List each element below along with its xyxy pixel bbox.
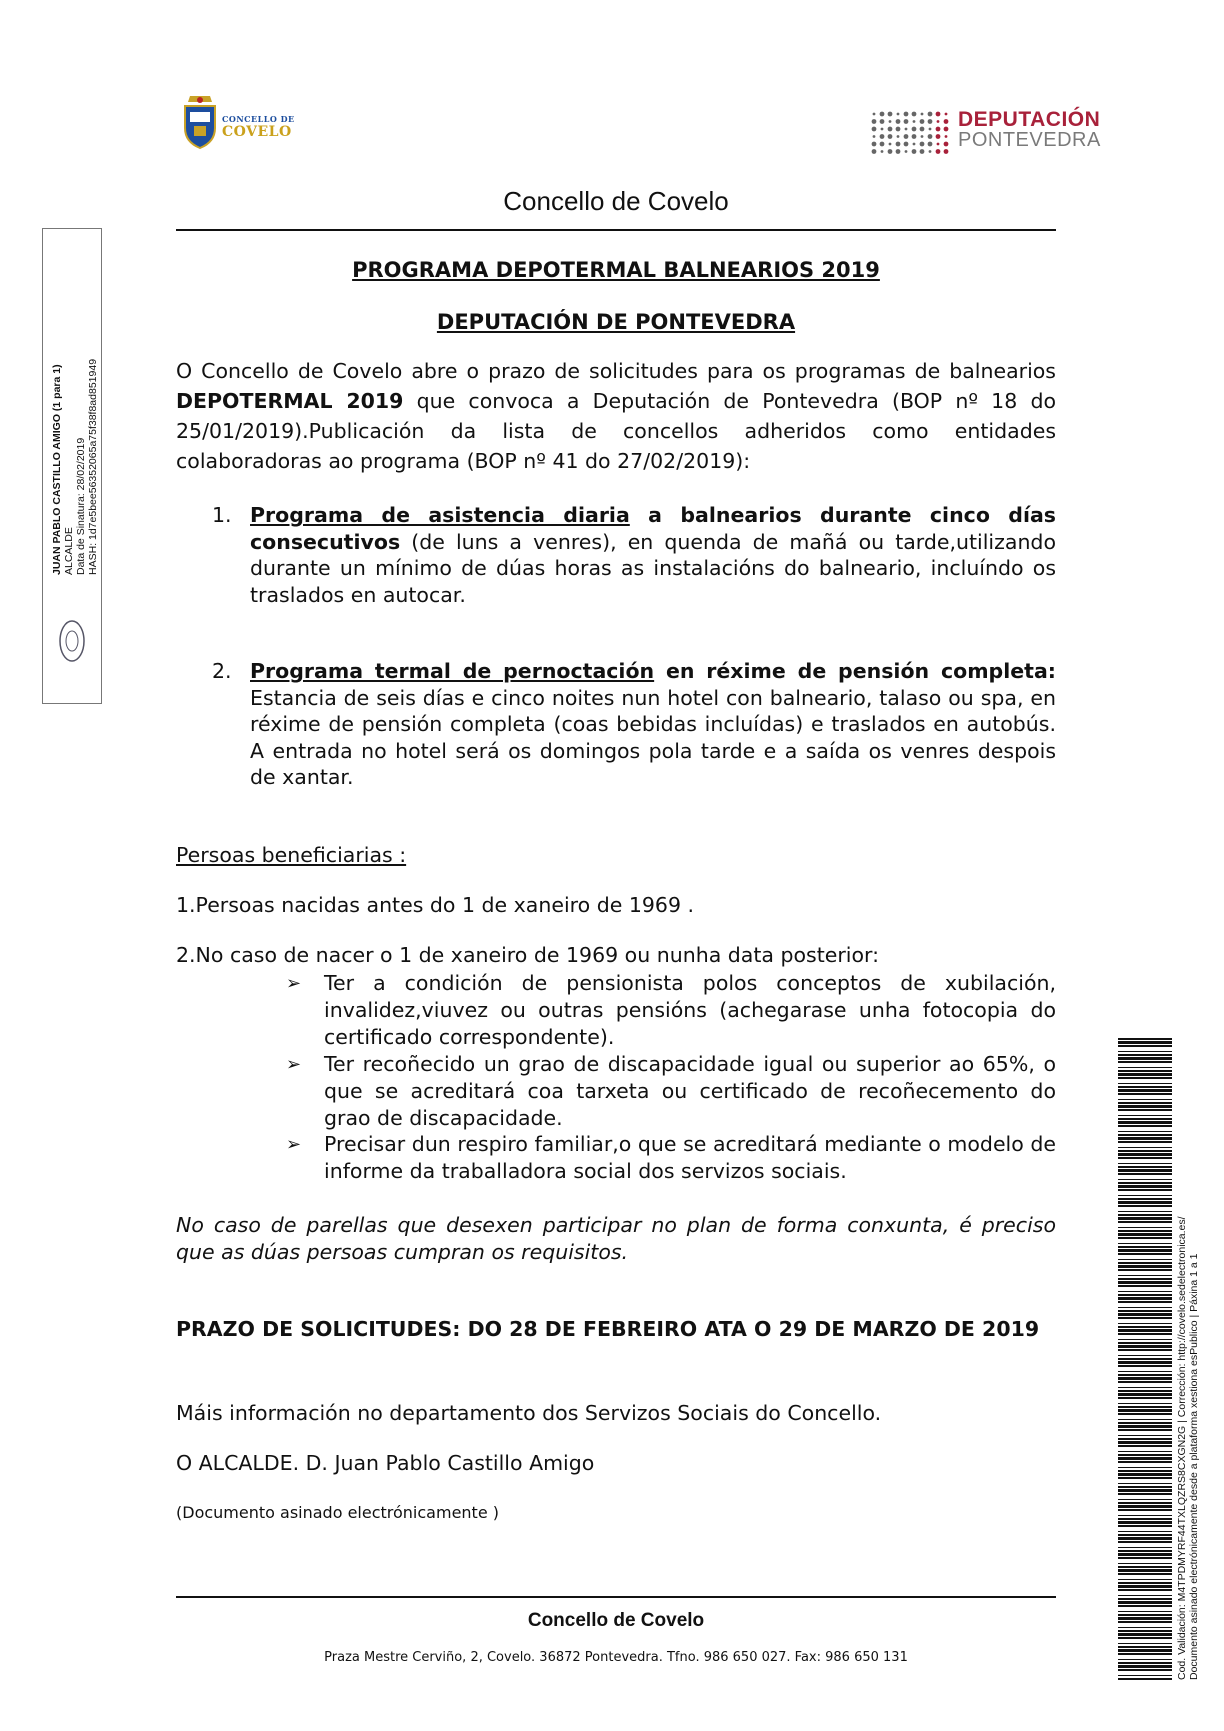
- intro-text-rest: que convoca a Deputación de Pontevedra (BOP nº 18 do 25/01/2019).Publicación da lista de concellos adheridos como entidades colaboradoras ao programa (BOP nº 41 do 27/02/2019):: [176, 389, 1056, 473]
- couples-note: No caso de parellas que desexen participar no plan de forma conxunta, é preciso que as dúas persoas cumpran os requisitos.: [176, 1213, 1056, 1264]
- beneficiaries-item-2: 2.No caso de nacer o 1 de xaneiro de 1969 ou nunha data posterior:: [176, 943, 879, 967]
- signature-stamp: [42, 228, 102, 704]
- program-number: 1.: [212, 503, 232, 527]
- coat-of-arms-icon: [182, 94, 218, 150]
- header-divider: [176, 229, 1056, 231]
- program-description: Estancia de seis días e cinco noites nun hotel con balneario, talaso ou spa, en réxime de pensión completa (coas bebidas incluídas) e traslados en autobús. A entrada no hotel será os domingos pola tarde e a saída os venres despois de xantar.: [250, 685, 1056, 789]
- requirement-bullet-1: [286, 970, 1056, 1051]
- deputacion-pontevedra-logo: [870, 110, 1120, 156]
- program-item-2: [212, 658, 1056, 791]
- arrow-bullet-icon: ➢: [286, 1134, 302, 1155]
- arrow-bullet-icon: ➢: [286, 1054, 302, 1075]
- stamp-signer-role: ALCALDE: [63, 527, 75, 575]
- deadline-text: PRAZO DE SOLICITUDES: DO 28 DE FEBREIRO ATA O 29 DE MARZO DE 2019: [176, 1317, 1040, 1341]
- program-item-1: [212, 502, 1056, 608]
- validation-platform-line: Documento asinado electrónicamente desde a plataforma xestiona esPublico | Páxina 1 a 1: [1188, 1253, 1200, 1680]
- validation-barcode: [1118, 1038, 1172, 1680]
- beneficiaries-title: Persoas beneficiarias :: [176, 843, 407, 867]
- program-title: Programa de asistencia diaria: [250, 503, 630, 527]
- stamp-hash: HASH: 1d7e5bee56352065a75f38f8ad851949: [87, 358, 99, 575]
- logo-text-concello: CONCELLO DE: [222, 114, 295, 124]
- more-info-text: Máis información no departamento dos Servizos Sociais do Concello.: [176, 1401, 882, 1425]
- dot-grid-icon: [870, 110, 954, 156]
- intro-program-name: DEPOTERMAL 2019: [176, 389, 404, 413]
- requirement-bullet-3: [286, 1131, 1056, 1185]
- program-title: Programa termal de pernoctación: [250, 659, 655, 683]
- arrow-bullet-icon: ➢: [286, 973, 302, 994]
- beneficiaries-item-1: 1.Persoas nacidas antes do 1 de xaneiro de 1969 .: [176, 893, 695, 917]
- validation-code-line: Cod. Validación: M4TPDMYRF44TXLQZRS8CXGN2G | Corrección: http://covelo.sedelectronica.es/: [1176, 1216, 1188, 1680]
- program-description: (de luns a venres), en quenda de mañá ou tarde,utilizando durante un mínimo de dúas horas as instalacións do balneario, incluíndo os traslados en autocar.: [250, 529, 1056, 607]
- intro-text-start: O Concello de Covelo abre o prazo de solicitudes para os programas de balnearios: [176, 359, 1056, 383]
- stamp-signature-date: Data de Sinatura: 28/02/2019: [75, 437, 87, 575]
- footer-divider: [176, 1596, 1056, 1598]
- intro-paragraph: [176, 356, 1056, 476]
- program-number: 2.: [212, 659, 232, 683]
- concello-covelo-logo: [178, 88, 296, 160]
- stamp-signer-name: JUAN PABLO CASTILLO AMIGO (1 para 1): [51, 364, 63, 575]
- requirement-text: Ter recoñecido un grao de discapacidade igual ou superior ao 65%, o que se acreditará coa tarxeta ou certificado de recoñecemento do grao de discapacidade.: [324, 1052, 1056, 1130]
- stamp-seal-icon: [57, 617, 87, 665]
- logo-text-pontevedra: PONTEVEDRA: [958, 129, 1101, 151]
- footer-name: Concello de Covelo: [527, 1610, 705, 1631]
- requirement-text: Precisar dun respiro familiar,o que se acreditará mediante o modelo de informe da traballadora social dos servizos sociais.: [324, 1132, 1056, 1183]
- signer-text: O ALCALDE. D. Juan Pablo Castillo Amigo: [176, 1451, 595, 1475]
- deputacion-heading: DEPUTACIÓN DE PONTEVEDRA: [436, 310, 796, 334]
- requirement-text: Ter a condición de pensionista polos conceptos de xubilación, invalidez,viuvez ou outras pensións (achegarase unha fotocopia do certificado correspondente).: [324, 971, 1056, 1049]
- logo-text-covelo: COVELO: [222, 124, 292, 140]
- program-heading: PROGRAMA DEPOTERMAL BALNEARIOS 2019: [352, 258, 880, 282]
- program-title-rest: a balnearios durante cinco días consecutivos: [250, 503, 1057, 554]
- requirement-bullet-2: [286, 1051, 1056, 1132]
- signed-note: (Documento asinado electrónicamente ): [176, 1503, 499, 1522]
- page-header-title: Concello de Covelo: [503, 186, 729, 216]
- footer-address: Praza Mestre Cerviño, 2, Covelo. 36872 Pontevedra. Tfno. 986 650 027. Fax: 986 650 131: [324, 1650, 908, 1665]
- program-title-rest: en réxime de pensión completa:: [654, 659, 1056, 683]
- logo-text-deputacion: DEPUTACIÓN: [958, 108, 1101, 131]
